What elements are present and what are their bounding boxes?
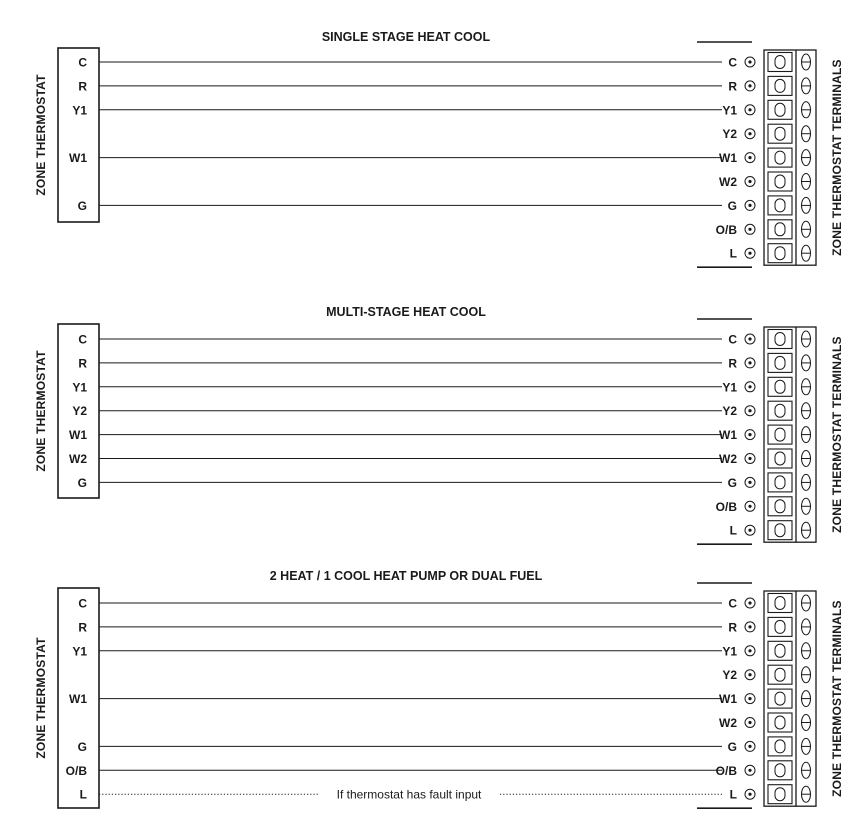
terminal-clamp-slot	[775, 356, 785, 369]
zone-terminal-label: L	[729, 523, 737, 538]
zone-terminal-label: W2	[719, 175, 737, 189]
screw-terminal-dot	[748, 84, 751, 87]
terminal-clamp-slot	[775, 692, 785, 705]
terminal-clamp-slot	[775, 476, 785, 489]
screw-terminal-dot	[748, 60, 751, 63]
thermostat-terminal-g: G	[77, 475, 87, 490]
screw-terminal-dot	[748, 252, 751, 255]
terminal-clamp-slot	[775, 740, 785, 753]
zone-terminal-label: Y2	[722, 404, 737, 419]
screw-terminal-dot	[748, 180, 751, 183]
screw-terminal-dot	[748, 673, 751, 676]
screw-terminal-dot	[748, 793, 751, 796]
zone-thermostat-terminals-label: ZONE THERMOSTAT TERMINALS	[830, 336, 844, 533]
screw-terminal-dot	[748, 433, 751, 436]
zone-terminal-label: Y1	[722, 103, 737, 118]
screw-terminal-dot	[748, 409, 751, 412]
zone-terminal-label: R	[728, 79, 737, 94]
terminal-clamp-slot	[775, 788, 785, 801]
screw-terminal-dot	[748, 385, 751, 388]
thermostat-terminal-r: R	[78, 79, 87, 94]
zone-thermostat-label: ZONE THERMOSTAT	[34, 350, 48, 472]
thermostat-terminal-y1: Y1	[72, 380, 87, 395]
screw-terminal-dot	[748, 457, 751, 460]
zone-terminal-label: W2	[719, 452, 737, 466]
screw-terminal-dot	[748, 156, 751, 159]
terminal-clamp-slot	[775, 56, 785, 69]
zone-terminal-label: Y1	[722, 380, 737, 395]
thermostat-terminal-w1: W1	[69, 428, 87, 443]
thermostat-terminal-g: G	[77, 739, 87, 754]
terminal-clamp-slot	[775, 452, 785, 465]
screw-terminal-dot	[748, 228, 751, 231]
screw-terminal-dot	[748, 721, 751, 724]
terminal-clamp-slot	[775, 333, 785, 346]
zone-terminal-label: Y1	[722, 644, 737, 659]
terminal-clamp-slot	[775, 127, 785, 140]
zone-thermostat-box	[58, 48, 99, 222]
terminal-clamp-slot	[775, 151, 785, 164]
screw-terminal-dot	[748, 204, 751, 207]
screw-terminal-dot	[748, 132, 751, 135]
screw-terminal-dot	[748, 601, 751, 604]
thermostat-terminal-w1: W1	[69, 692, 87, 707]
screw-terminal-dot	[748, 649, 751, 652]
fault-input-note: If thermostat has fault input	[336, 787, 482, 802]
screw-terminal-dot	[748, 745, 751, 748]
thermostat-terminal-y1: Y1	[72, 103, 87, 118]
zone-thermostat-label: ZONE THERMOSTAT	[34, 637, 48, 759]
zone-terminal-label: W1	[719, 428, 737, 443]
terminal-clamp-slot	[775, 79, 785, 92]
terminal-clamp-slot	[775, 620, 785, 633]
zone-terminal-label: C	[728, 55, 737, 70]
zone-thermostat-terminals-label: ZONE THERMOSTAT TERMINALS	[830, 59, 844, 256]
terminal-clamp-slot	[775, 644, 785, 657]
zone-terminal-label: L	[729, 787, 737, 802]
thermostat-terminal-r: R	[78, 620, 87, 635]
terminal-clamp-slot	[775, 223, 785, 236]
diagram-title: SINGLE STAGE HEAT COOL	[321, 30, 491, 44]
thermostat-terminal-c: C	[78, 332, 87, 347]
zone-terminal-label: W1	[719, 692, 737, 707]
zone-terminal-label: R	[728, 620, 737, 635]
thermostat-terminal-w2: W2	[69, 452, 87, 466]
terminal-clamp-slot	[775, 380, 785, 393]
terminal-clamp-slot	[775, 175, 785, 188]
screw-terminal-dot	[748, 108, 751, 111]
zone-terminal-label: W2	[719, 716, 737, 730]
thermostat-terminal-y1: Y1	[72, 644, 87, 659]
thermostat-terminal-o-b: O/B	[65, 763, 87, 778]
terminal-clamp-slot	[775, 199, 785, 212]
zone-terminal-label: Y2	[722, 127, 737, 142]
screw-terminal-dot	[748, 697, 751, 700]
screw-terminal-dot	[748, 625, 751, 628]
terminal-clamp-slot	[775, 668, 785, 681]
screw-terminal-dot	[748, 481, 751, 484]
terminal-clamp-slot	[775, 247, 785, 260]
zone-terminal-label: C	[728, 596, 737, 611]
wire-l-to-l	[99, 788, 722, 802]
thermostat-terminal-r: R	[78, 356, 87, 371]
terminal-clamp-slot	[775, 597, 785, 610]
zone-terminal-label: G	[727, 739, 737, 754]
thermostat-terminal-y2: Y2	[72, 404, 87, 419]
terminal-clamp-slot	[775, 428, 785, 441]
zone-terminal-label: L	[729, 246, 737, 261]
terminal-clamp-slot	[775, 404, 785, 417]
zone-terminal-label: O/B	[715, 222, 737, 237]
zone-terminal-label: R	[728, 356, 737, 371]
terminal-clamp-slot	[775, 764, 785, 777]
screw-terminal-dot	[748, 769, 751, 772]
screw-terminal-dot	[748, 529, 751, 532]
terminal-clamp-slot	[775, 524, 785, 537]
zone-terminal-label: Y2	[722, 668, 737, 683]
screw-terminal-dot	[748, 505, 751, 508]
thermostat-terminal-c: C	[78, 55, 87, 70]
screw-terminal-dot	[748, 337, 751, 340]
zone-terminal-label: G	[727, 475, 737, 490]
diagram-single-stage-heat-cool	[34, 30, 844, 267]
diagram-2-heat-1-cool-heat-pump-or-dual-fuel	[34, 569, 844, 808]
zone-terminal-label: C	[728, 332, 737, 347]
zone-terminal-label: G	[727, 198, 737, 213]
thermostat-terminal-w1: W1	[69, 151, 87, 166]
zone-thermostat-terminals-label: ZONE THERMOSTAT TERMINALS	[830, 600, 844, 797]
thermostat-terminal-c: C	[78, 596, 87, 611]
screw-terminal-dot	[748, 361, 751, 364]
diagram-multi-stage-heat-cool	[34, 305, 844, 544]
diagram-title: MULTI-STAGE HEAT COOL	[326, 305, 486, 319]
zone-terminal-label: W1	[719, 151, 737, 166]
diagram-title: 2 HEAT / 1 COOL HEAT PUMP OR DUAL FUEL	[269, 569, 543, 583]
terminal-clamp-slot	[775, 500, 785, 513]
zone-terminal-label: O/B	[715, 763, 737, 778]
zone-thermostat-label: ZONE THERMOSTAT	[34, 74, 48, 196]
thermostat-terminal-l: L	[79, 787, 87, 802]
zone-terminal-label: O/B	[715, 499, 737, 514]
terminal-clamp-slot	[775, 716, 785, 729]
terminal-clamp-slot	[775, 103, 785, 116]
thermostat-terminal-g: G	[77, 198, 87, 213]
